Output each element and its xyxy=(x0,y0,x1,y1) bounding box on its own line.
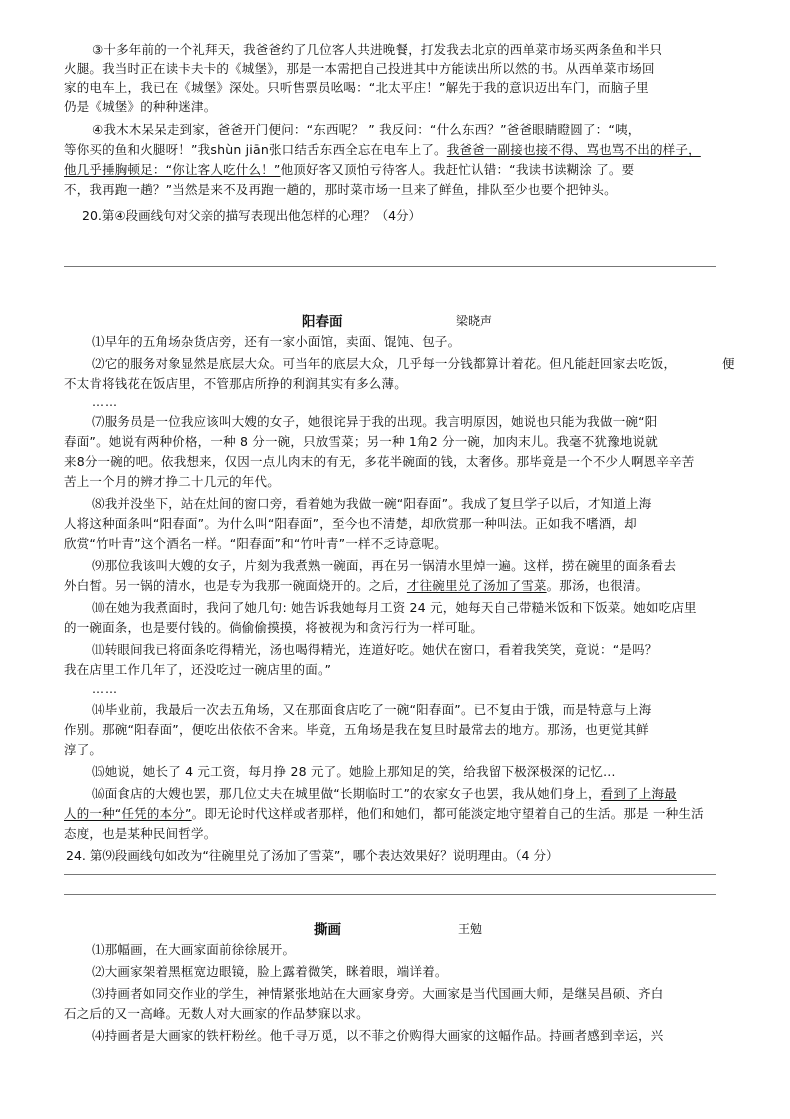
paragraph-3-line-2: 石之后的又一高峰。无数人对大画家的作品梦寐以求。 xyxy=(64,1006,369,1021)
paragraph-4-line-2 xyxy=(64,140,744,159)
paragraph-4: ⑷持画者是大画家的铁杆粉丝。他千寻万觅，以不菲之价购得大画家的这幅作品。持画者感到幸运，兴 xyxy=(92,1028,664,1043)
paragraph-2-end: 便 xyxy=(722,356,735,371)
paragraph-8-line-2: 人将这种面条叫“阳春面”。为什么叫“阳春面”，至今也不清楚，却欣赏那一种叫法。正如我不嗜酒，却 xyxy=(64,516,637,531)
paragraph-8-line-3: 欣赏“竹叶青”这个酒名一样。“阳春面”和“竹叶青”一样不乏诗意呢。 xyxy=(64,536,447,551)
question-24: 24. 第⑼段画线句如改为“往碗里兑了汤加了雪菜”，哪个表达效果好？说明理由。（4 分） xyxy=(66,848,559,863)
paragraph-16-line-2 xyxy=(64,804,744,823)
paragraph-2-line-1: ⑵它的服务对象显然是底层大众。可当年的底层大众，几乎每一分钱都算计着花。但凡能赶回家去吃饭， xyxy=(92,356,677,371)
paragraph-15: ⒂她说，她长了 4 元工资，每月挣 28 元了。她脸上那知足的笑，给我留下极深极深的记忆… xyxy=(92,764,616,779)
paragraph-11-line-2: 我在店里工作几年了，还没吃过一碗店里的面。” xyxy=(64,662,332,677)
paragraph-10-line-2: 的一碗面条，也是要付钱的。倘偷偷摸摸，将被视为和贪污行为一样可耻。 xyxy=(64,620,484,635)
paragraph-7-line-4: 苦上一个月的辨才挣二十几元的年代。 xyxy=(64,474,280,489)
paragraph-10-line-1: ⑽在她为我煮面时，我问了她几句: 她告诉我她每月工资 24 元，她每天自己带糙米饭和下饭菜。她如吃店里 xyxy=(92,600,697,615)
paragraph-3-line-1: ⑶持画者如同交作业的学生，神情紧张地站在大画家身旁。大画家是当代国画大师，是继吴昌硕、齐白 xyxy=(92,986,664,1001)
paragraph-16-line-1 xyxy=(92,784,744,803)
article-author: 梁晓声 xyxy=(456,314,493,328)
paragraph-4-line-1: ④我木木呆呆走到家，爸爸开门便问：“东西呢？ ” 我反问：“什么东西？”爸爸眼睛瞪圆了：“咦， xyxy=(92,122,641,137)
paragraph-16-text: 。即无论时代这样或者那样，他们和她们，都可能淡定地守望着自己的生活。那是 一种生活 xyxy=(191,806,704,821)
paragraph-7-line-3: 来8分一碗的吧。依我想来，仅因一点儿肉末的有无，多花半碗面的钱，太奢侈。那毕竟是一个不少人啊恩辛辛苦 xyxy=(64,454,695,469)
paragraph-8-line-1: ⑻我并没坐下，站在灶间的窗口旁，看着她为我做一碗“阳春面”。我成了复旦学子以后，才知道上海 xyxy=(92,496,652,511)
paragraph-3-line-2: 火腿。我当时正在读卡夫卡的《城堡》，那是一本需把自己投进其中方能读出所以然的书。从西单菜市场回 xyxy=(64,61,655,76)
paragraph-16-line-3: 态度，也是某种民间哲学。 xyxy=(64,826,217,841)
paragraph-1: ⑴早年的五角场杂货店旁，还有一家小面馆，卖面、馄饨、包子。 xyxy=(92,334,461,349)
paragraph-9-text: 。那汤，也很清。 xyxy=(546,578,649,593)
answer-line xyxy=(64,894,716,895)
underlined-sentence: 才往碗里兑了汤加了雪菜 xyxy=(406,578,547,593)
paragraph-3-line-4: 仍是《城堡》的种种迷津。 xyxy=(64,99,217,114)
paragraph-4-text: 他顶好客又顶怕亏待客人。我赶忙认错：“我读书读糊涂 了。要 xyxy=(280,162,635,177)
article-title: 阳春面 xyxy=(302,314,343,330)
ellipsis: …… xyxy=(92,395,118,409)
paragraph-11-line-1: ⑾转眼间我已将面条吃得精光，汤也喝得精光，连道好吃。她伏在窗口，看着我笑笑，竟说：“是吗？ xyxy=(92,642,658,657)
paragraph-1: ⑴那幅画，在大画家面前徐徐展开。 xyxy=(92,942,296,957)
paragraph-16-text: ⒃面食店的大嫂也罢，那几位丈夫在城里做“长期临时工”的农家女子也罢，我从她们身上， xyxy=(92,786,601,801)
underlined-sentence: 我爸爸一副接也接不得、骂也骂不出的样子， xyxy=(446,142,701,157)
paragraph-9-line-2 xyxy=(64,576,744,595)
paragraph-3-line-1: ③十多年前的一个礼拜天，我爸爸约了几位客人共进晚餐，打发我去北京的西单菜市场买两条鱼和半只 xyxy=(92,42,663,57)
underlined-sentence: 他几乎捶胸顿足：“你让客人吃什么！” xyxy=(64,162,281,177)
paragraph-2-line-2: 不太肯将钱花在饭店里，不管那店所挣的利润其实有多么薄。 xyxy=(64,376,407,391)
ellipsis: …… xyxy=(92,682,118,696)
paragraph-3-line-3: 家的电车上，我已在《城堡》深处。只听售票员吆喝：“北太平庄！”解先于我的意识迈出车门，而脑子里 xyxy=(64,80,649,95)
answer-line xyxy=(64,874,716,875)
answer-line xyxy=(64,266,716,267)
paragraph-4-line-4: 不，我再跑一趟？”当然是来不及再跑一趟的，那时菜市场一旦来了鲜鱼，排队至少也要个把钟头。 xyxy=(64,182,617,197)
paragraph-7-line-2: 春面”。她说有两种价格，一种 8 分一碗，只放雪菜；另一种 1角2 分一碗，加肉末儿。我毫不犹豫地说就 xyxy=(64,434,658,449)
paragraph-2: ⑵大画家架着黑框宽边眼镜，脸上露着微笑，眯着眼，端详着。 xyxy=(92,964,448,979)
paragraph-9-text: 外白皙。另一锅的清水，也是专为我那一碗面烧开的。之后， xyxy=(64,578,407,593)
underlined-sentence: 人的一种“任凭的本分” xyxy=(64,806,192,821)
underlined-sentence: 看到了上海最 xyxy=(600,786,677,801)
article-title: 撕画 xyxy=(314,922,341,938)
paragraph-9-line-1: ⑼那位我该叫大嫂的女子，片刻为我煮熟一碗面，再在另一锅清水里焯一遍。这样，捞在碗里的面条看去 xyxy=(92,558,677,573)
paragraph-14-line-2: 作别。那碗“阳春面”，便吃出依依不舍来。毕竟，五角场是我在复旦时最常去的地方。那汤，也更觉其鲜 xyxy=(64,722,649,737)
paragraph-14-line-3: 淳了。 xyxy=(64,742,103,757)
paragraph-4-text: 等你买的鱼和火腿呀！”我shùn jiān张口结舌东西全忘在电车上了。 xyxy=(64,142,447,157)
paragraph-4-line-3 xyxy=(64,160,744,179)
paragraph-7-line-1: ⑺服务员是一位我应该叫大嫂的女子，她很诧异于我的出现。我言明原因，她说也只能为我做一碗“阳 xyxy=(92,414,658,429)
paragraph-14-line-1: ⒁毕业前，我最后一次去五角场，又在那面食店吃了一碗“阳春面”。已不复由于饿，而是特意与上海 xyxy=(92,702,652,717)
question-20: 20.第④段画线句对父亲的描写表现出他怎样的心理？（4分） xyxy=(82,208,422,223)
article-author: 王勉 xyxy=(458,922,483,936)
